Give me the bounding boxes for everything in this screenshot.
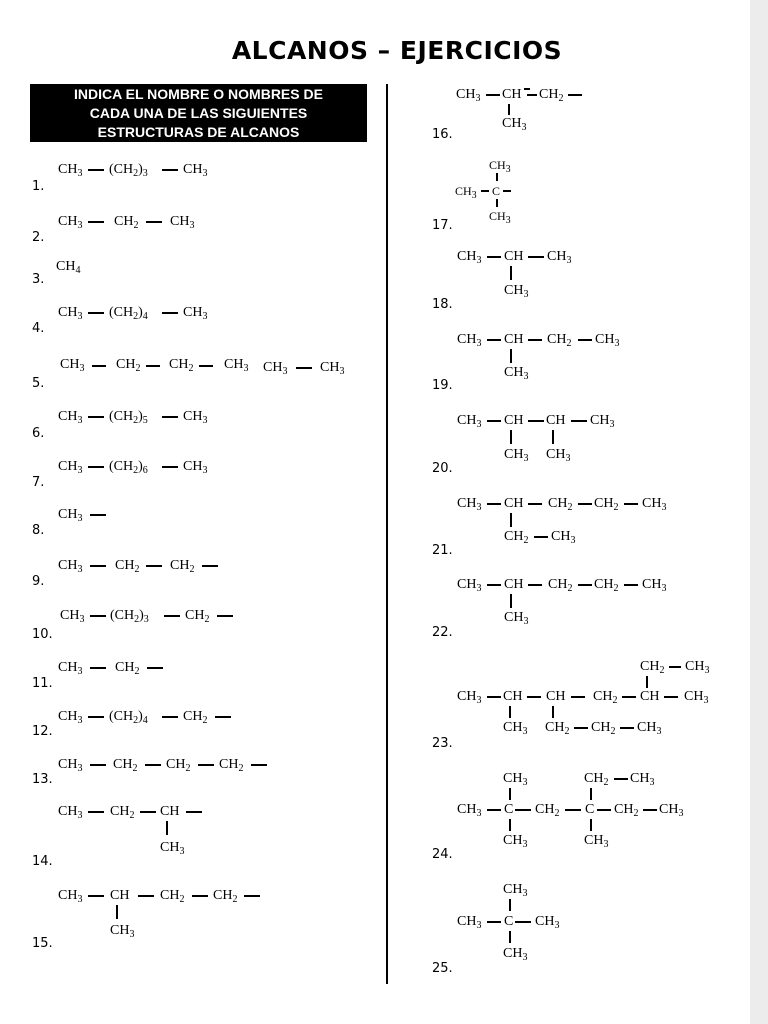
exercise-number-23: 23. [432, 736, 453, 751]
exercise-number-18: 18. [432, 297, 453, 312]
exercise-number-5: 5. [32, 376, 45, 391]
exercise-number-6: 6. [32, 426, 45, 441]
instructions-line-2: CADA UNA DE LAS SIGUIENTES [89, 105, 308, 121]
instructions-line-3: ESTRUCTURAS DE ALCANOS [97, 124, 300, 140]
exercise-number-3: 3. [32, 272, 45, 287]
exercise-number-24: 24. [432, 847, 453, 862]
page-title: ALCANOS – EJERCICIOS [231, 36, 563, 65]
exercise-number-10: 10. [32, 627, 53, 642]
exercise-number-12: 12. [32, 724, 53, 739]
worksheet-page: ALCANOS – EJERCICIOS INDICA EL NOMBRE O NOMBRES DE CADA UNA DE LAS SIGUIENTES ESTRUCTURAS DE ALCANOS 1. 2. 3. 4. 5. 6. 7. 8. 9. 10. 11. 12. 13. 14. 15. 16. 17. 18. 19. 20. 21. 22. 23. 24. 25. $CH_3$ $(CH_2)_3$ $CH_3$ $CH_3$ $CH_2$ $CH_3$ $CH_4$ $CH_3$ $(CH_2)_4$ $CH_3$ $CH_3$ $CH_2$ $CH_2$ $CH_3$ $CH_3$ $CH_3$ $CH_3$ $(CH_2)_5$ $CH_3$ $CH_3$ $(CH_2)_6$ $CH_3$ $CH_3$ $CH_3$ $CH_2$ $CH_2$ $CH_3$ $(CH_2)_3$ $CH_2$ $CH_3$ $CH_2$ $CH_3$ $(CH_2)_4$ $CH_2$ $CH_3$ $CH_2$ $CH_2$ $CH_2$ $CH_3$ $CH_2$ CH $CH_3$ $CH_3$ CH $CH_2$ $CH_2$ $CH_3$ $CH_3$ CH $CH_2$ $CH_3$ $CH_3$ $CH_3$ C $CH_3$ $CH_3$ CH $CH_3$ $CH_3$ $CH_3$ CH $CH_2$ $CH_3$ $CH_3$ $CH_3$ CH CH $CH_3$ $CH_3$ $CH_3$ $CH_3$ CH $CH_2$ $CH_2$ $CH_3$ $CH_2$ $CH_3$ $CH_3$ CH $CH_2$ $CH_2$ $CH_3$ $CH_3$ $CH_2$ $CH_3$ $CH_3$ CH CH $CH_2$ CH $CH_3$ $CH_3$ $CH_2$ $CH_2$ $CH_3$ $CH_3$ $CH_2$ $CH_3$ $CH_3$ C $CH_2$ C $CH_2$ $CH_3$ $CH_3$ $CH_3$ $CH_3$ $CH_3$ C $CH_3$ $CH_3$ [0, 0, 750, 1024]
exercise-number-11: 11. [32, 676, 53, 691]
page-gutter [750, 0, 768, 1024]
exercise-number-9: 9. [32, 574, 45, 589]
exercise-number-20: 20. [432, 461, 453, 476]
exercise-number-14: 14. [32, 854, 53, 869]
instructions-box [30, 84, 367, 142]
exercise-number-25: 25. [432, 961, 453, 976]
exercise-number-19: 19. [432, 378, 453, 393]
exercise-number-15: 15. [32, 936, 53, 951]
exercise-number-7: 7. [32, 475, 45, 490]
exercise-number-1: 1. [32, 179, 45, 194]
exercise-number-22: 22. [432, 625, 453, 640]
instructions-line-1: INDICA EL NOMBRE O NOMBRES DE [74, 86, 323, 102]
exercise-number-2: 2. [32, 230, 45, 245]
column-divider [386, 84, 388, 984]
exercise-number-13: 13. [32, 772, 53, 787]
exercise-number-8: 8. [32, 523, 45, 538]
exercise-number-17: 17. [432, 218, 453, 233]
exercise-number-16: 16. [432, 127, 453, 142]
exercise-number-4: 4. [32, 321, 45, 336]
exercise-number-21: 21. [432, 543, 453, 558]
